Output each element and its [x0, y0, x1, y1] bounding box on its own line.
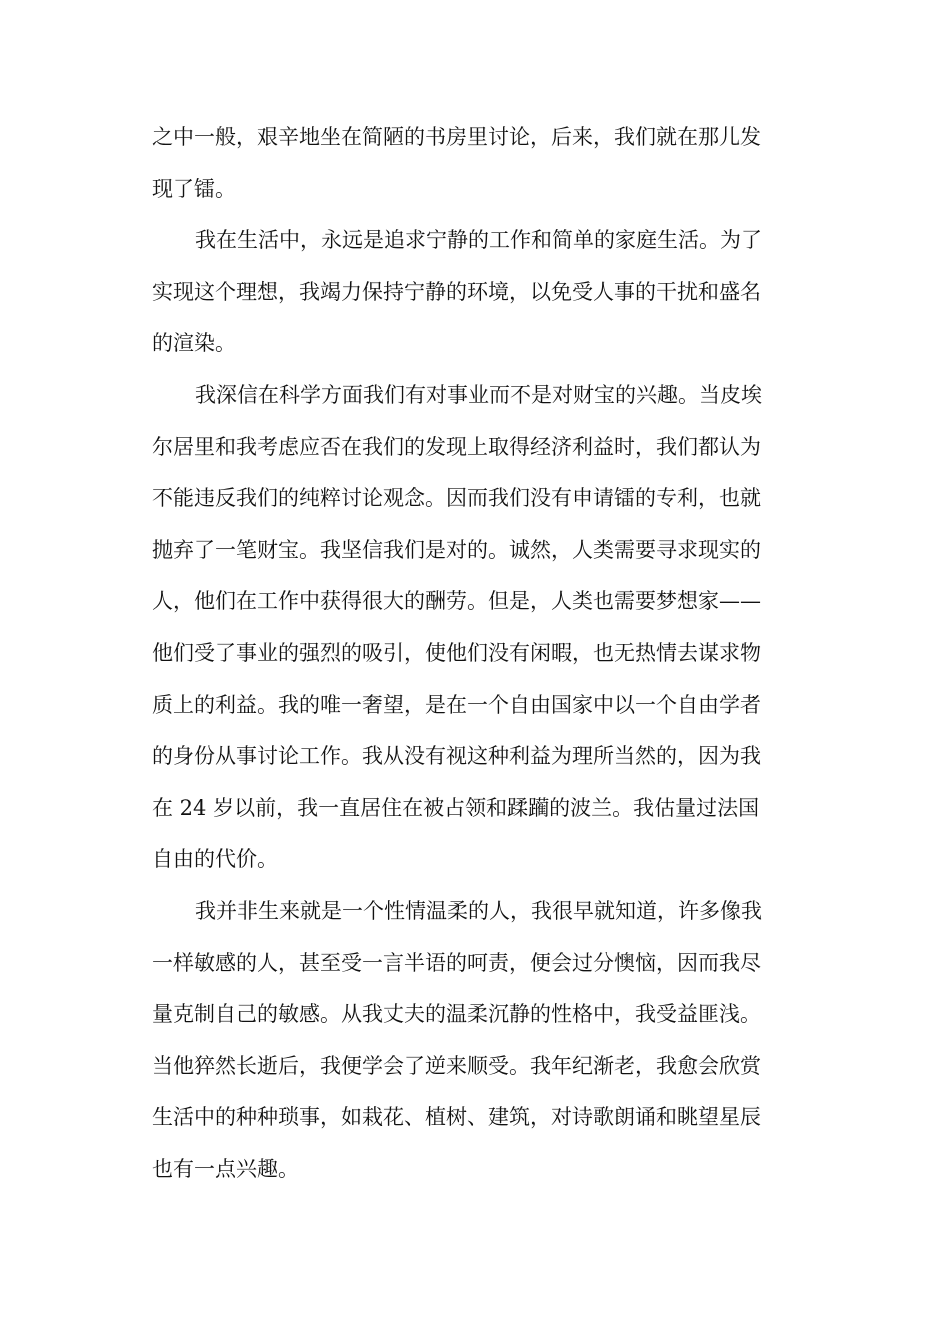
- text-line: 现了镭。: [152, 176, 236, 201]
- text-line: 之中一般，艰辛地坐在简陋的书房里讨论，后来，我们就在那儿发: [152, 125, 761, 149]
- text-line: 实现这个理想，我竭力保持宁静的环境，以免受人事的干扰和盛名: [152, 279, 761, 304]
- text-line: 的身份从事讨论工作。我从没有视这种利益为理所当然的，因为我: [152, 744, 761, 769]
- text-line: 人，他们在工作中获得很大的酬劳。但是，人类也需要梦想家——: [152, 589, 761, 614]
- text-line: 也有一点兴趣。: [152, 1156, 299, 1181]
- text-line: 尔居里和我考虑应否在我们的发现上取得经济利益时，我们都认为: [152, 434, 761, 459]
- text-line: 当他猝然长逝后，我便学会了逆来顺受。我年纪渐老，我愈会欣赏: [152, 1053, 761, 1078]
- text-line: 不能违反我们的纯粹讨论观念。因而我们没有申请镭的专利，也就: [152, 486, 761, 511]
- text-line: 他们受了事业的强烈的吸引，使他们没有闲暇，也无热情去谋求物: [152, 640, 761, 665]
- text-line: 生活中的种种琐事，如栽花、植树、建筑，对诗歌朗诵和眺望星辰: [152, 1105, 761, 1130]
- text-line: 自由的代价。: [152, 847, 278, 872]
- paragraph-3: [152, 370, 802, 886]
- paragraph-2: [152, 215, 802, 370]
- document-body: [152, 112, 802, 1195]
- paragraph-1: [152, 112, 802, 215]
- text-line: 量克制自己的敏感。从我丈夫的温柔沉静的性格中，我受益匪浅。: [152, 1002, 761, 1027]
- text-line: 一样敏感的人，甚至受一言半语的呵责，便会过分懊恼，因而我尽: [152, 950, 761, 975]
- text-line: 在 24 岁以前，我一直居住在被占领和蹂躏的波兰。我估量过法国: [152, 795, 760, 820]
- text-line: 我并非生来就是一个性情温柔的人，我很早就知道，许多像我: [195, 898, 762, 923]
- text-line: 抛弃了一笔财宝。我坚信我们是对的。诚然，人类需要寻求现实的: [152, 537, 761, 562]
- text-line: 我在生活中，永远是追求宁静的工作和简单的家庭生活。为了: [195, 228, 762, 253]
- text-line: 的渲染。: [152, 331, 236, 356]
- text-line: 我深信在科学方面我们有对事业而不是对财宝的兴趣。当皮埃: [195, 382, 762, 407]
- paragraph-4: [152, 886, 802, 1196]
- text-line: 质上的利益。我的唯一奢望，是在一个自由国家中以一个自由学者: [152, 692, 761, 717]
